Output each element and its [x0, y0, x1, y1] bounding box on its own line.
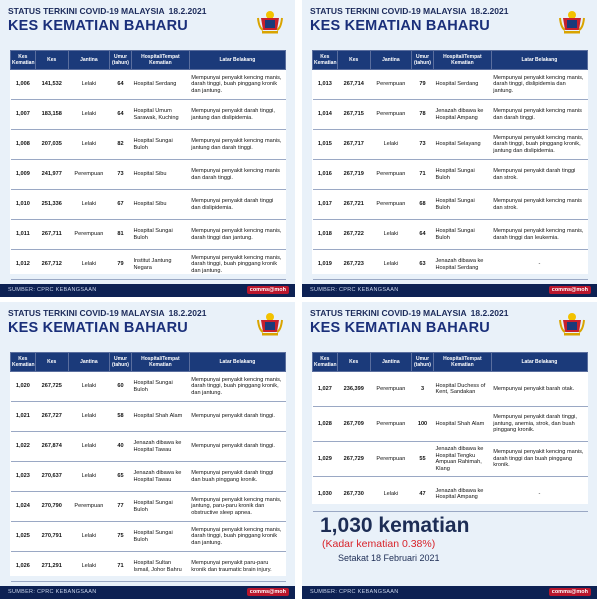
case-number-cell: 1,022 [11, 432, 36, 462]
table-row [11, 100, 286, 130]
coat-of-arms-icon [255, 308, 285, 338]
panel-title: KES KEMATIAN BAHARU [310, 18, 490, 34]
case-number-cell: 1,030 [313, 477, 338, 512]
hospital-cell: Hospital Selayang [434, 130, 492, 160]
column-header: Jantina [370, 353, 411, 372]
table-row [11, 190, 286, 220]
status-heading: STATUS TERKINI COVID-19 MALAYSIA 18.2.2021 [310, 6, 509, 16]
age-cell: 67 [110, 190, 132, 220]
background-cell: Mempunyai penyakit kencing manis, darah tinggi dan leukemia. [491, 220, 587, 250]
table-row [313, 250, 588, 280]
age-cell: 65 [110, 462, 132, 492]
panel-4 [302, 302, 597, 599]
deaths-table-sheet [10, 50, 286, 274]
hospital-cell: Hospital Serdang [132, 70, 190, 100]
age-cell: 79 [412, 70, 434, 100]
table-row [11, 372, 286, 402]
column-header: Kes [337, 51, 370, 70]
source-label: SUMBER: CPRC KEBANGSAAN [310, 589, 399, 595]
column-header: Kes Kematian [313, 51, 338, 70]
background-cell: Mempunyai penyakit kencing manis, darah tinggi, buah pinggang kronik, jantung dan dislipidemia. [491, 130, 587, 160]
age-cell: 68 [412, 190, 434, 220]
background-cell: Mempunyai penyakit darah tinggi. [189, 432, 285, 462]
background-cell: - [491, 250, 587, 280]
coat-of-arms-icon [557, 6, 587, 36]
status-heading: STATUS TERKINI COVID-19 MALAYSIA 18.2.2021 [8, 6, 207, 16]
case-id-cell: 267,723 [337, 250, 370, 280]
gender-cell: Perempuan [68, 492, 109, 522]
footer-bar [302, 284, 597, 297]
case-number-cell: 1,016 [313, 160, 338, 190]
table-row [11, 522, 286, 552]
status-heading: STATUS TERKINI COVID-19 MALAYSIA 18.2.2021 [8, 308, 207, 318]
deaths-table [312, 352, 588, 512]
source-label: SUMBER: CPRC KEBANGSAAN [8, 589, 97, 595]
background-cell: Mempunyai penyakit paru-paru kronik dan traumatic brain injury. [189, 552, 285, 582]
case-id-cell: 207,035 [35, 130, 68, 160]
hospital-cell: Hospital Serdang [434, 70, 492, 100]
case-id-cell: 271,291 [35, 552, 68, 582]
panel-title: KES KEMATIAN BAHARU [310, 320, 490, 336]
background-cell: Mempunyai penyakit kencing manis, darah tinggi, dislipidemia dan jantung. [491, 70, 587, 100]
gender-cell: Perempuan [370, 372, 411, 407]
gender-cell: Lelaki [68, 402, 109, 432]
deaths-table-sheet [312, 352, 588, 504]
column-header: Kes [337, 353, 370, 372]
table-row [313, 190, 588, 220]
hospital-cell: Hospital Sungai Buloh [434, 220, 492, 250]
table-row [11, 130, 286, 160]
status-heading: STATUS TERKINI COVID-19 MALAYSIA 18.2.2021 [310, 308, 509, 318]
age-cell: 82 [110, 130, 132, 160]
age-cell: 79 [110, 250, 132, 280]
case-id-cell: 267,715 [337, 100, 370, 130]
background-cell: Mempunyai penyakit darah tinggi dan dislipidemia. [189, 190, 285, 220]
gender-cell: Lelaki [68, 522, 109, 552]
gender-cell: Lelaki [68, 552, 109, 582]
case-number-cell: 1,008 [11, 130, 36, 160]
case-number-cell: 1,011 [11, 220, 36, 250]
column-header: Hospital/Tempat Kematian [434, 353, 492, 372]
column-header: Jantina [370, 51, 411, 70]
column-header: Kes Kematian [11, 353, 36, 372]
gender-cell: Lelaki [68, 100, 109, 130]
case-number-cell: 1,012 [11, 250, 36, 280]
case-id-cell: 267,721 [337, 190, 370, 220]
hospital-cell: Hospital Shah Alam [434, 407, 492, 442]
hospital-cell: Hospital Sungai Buloh [132, 130, 190, 160]
age-cell: 60 [110, 372, 132, 402]
background-cell: - [491, 477, 587, 512]
gender-cell: Lelaki [370, 130, 411, 160]
age-cell: 77 [110, 492, 132, 522]
background-cell: Mempunyai penyakit kencing manis, darah tinggi dan buah pinggang kronik. [491, 442, 587, 477]
column-header: Kes [35, 51, 68, 70]
gender-cell: Lelaki [68, 372, 109, 402]
case-id-cell: 267,730 [337, 477, 370, 512]
table-row [313, 160, 588, 190]
table-row [11, 432, 286, 462]
age-cell: 75 [110, 522, 132, 552]
case-number-cell: 1,014 [313, 100, 338, 130]
hospital-cell: Jenazah dibawa ke Hospital Tengku Ampuan Rahimah, Klang [434, 442, 492, 477]
case-id-cell: 267,725 [35, 372, 68, 402]
hospital-cell: Hospital Sungai Buloh [132, 522, 190, 552]
hospital-cell: Hospital Duchess of Kent, Sandakan [434, 372, 492, 407]
gender-cell: Lelaki [68, 250, 109, 280]
background-cell: Mempunyai penyakit darah tinggi, jantung dan dislipidemia. [189, 100, 285, 130]
hospital-cell: Jenazah dibawa ke Hospital Ampang [434, 477, 492, 512]
case-number-cell: 1,013 [313, 70, 338, 100]
background-cell: Mempunyai penyakit kencing manis dan strok. [491, 190, 587, 220]
column-header: Kes [35, 353, 68, 372]
gender-cell: Lelaki [68, 70, 109, 100]
hospital-cell: Hospital Sungai Buloh [132, 492, 190, 522]
background-cell: Mempunyai penyakit darah tinggi dan buah pinggang kronik. [189, 462, 285, 492]
case-number-cell: 1,021 [11, 402, 36, 432]
gender-cell: Perempuan [68, 220, 109, 250]
table-row [11, 220, 286, 250]
hospital-cell: Institut Jantung Negara [132, 250, 190, 280]
age-cell: 81 [110, 220, 132, 250]
hospital-cell: Jenazah dibawa ke Hospital Ampang [434, 100, 492, 130]
case-number-cell: 1,007 [11, 100, 36, 130]
background-cell: Mempunyai penyakit kencing manis, jantung dan darah tinggi. [189, 130, 285, 160]
case-id-cell: 251,336 [35, 190, 68, 220]
case-id-cell: 270,637 [35, 462, 68, 492]
gender-cell: Perempuan [370, 160, 411, 190]
column-header: Jantina [68, 51, 109, 70]
column-header: Umur (tahun) [412, 353, 434, 372]
table-row [313, 407, 588, 442]
footer-bar [302, 586, 597, 599]
deaths-table [10, 50, 286, 280]
table-row [313, 442, 588, 477]
hospital-cell: Hospital Umum Sarawak, Kuching [132, 100, 190, 130]
age-cell: 71 [110, 552, 132, 582]
background-cell: Mempunyai penyakit kencing manis, darah tinggi, buah pinggang kronik dan jantung. [189, 522, 285, 552]
background-cell: Mempunyai penyakit kencing manis, darah tinggi, buah pinggang kronik dan jantung. [189, 70, 285, 100]
age-cell: 100 [412, 407, 434, 442]
background-cell: Mempunyai penyakit darah tinggi dan strok. [491, 160, 587, 190]
hospital-cell: Hospital Sultan Ismail, Johor Bahru [132, 552, 190, 582]
age-cell: 73 [110, 160, 132, 190]
column-header: Umur (tahun) [110, 353, 132, 372]
case-number-cell: 1,026 [11, 552, 36, 582]
footer-bar [0, 284, 295, 297]
case-number-cell: 1,027 [313, 372, 338, 407]
case-number-cell: 1,025 [11, 522, 36, 552]
case-id-cell: 267,711 [35, 220, 68, 250]
case-id-cell: 270,790 [35, 492, 68, 522]
case-id-cell: 267,709 [337, 407, 370, 442]
age-cell: 73 [412, 130, 434, 160]
case-id-cell: 270,791 [35, 522, 68, 552]
table-row [11, 552, 286, 582]
table-row [313, 477, 588, 512]
gender-cell: Perempuan [370, 442, 411, 477]
case-number-cell: 1,009 [11, 160, 36, 190]
age-cell: 40 [110, 432, 132, 462]
case-number-cell: 1,018 [313, 220, 338, 250]
case-number-cell: 1,017 [313, 190, 338, 220]
case-number-cell: 1,024 [11, 492, 36, 522]
table-row [11, 250, 286, 280]
column-header: Latar Belakang [491, 353, 587, 372]
age-cell: 55 [412, 442, 434, 477]
hospital-cell: Hospital Sungai Buloh [132, 220, 190, 250]
table-row [11, 492, 286, 522]
table-row [11, 402, 286, 432]
footer-bar [0, 586, 295, 599]
gender-cell: Lelaki [68, 432, 109, 462]
hospital-cell: Hospital Sibu [132, 190, 190, 220]
table-row [313, 100, 588, 130]
deaths-table [312, 50, 588, 280]
panel-2 [302, 0, 597, 297]
table-row [313, 70, 588, 100]
hospital-cell: Jenazah dibawa ke Hospital Tawau [132, 462, 190, 492]
case-number-cell: 1,019 [313, 250, 338, 280]
case-id-cell: 267,729 [337, 442, 370, 477]
case-id-cell: 141,532 [35, 70, 68, 100]
hospital-cell: Hospital Sungai Buloh [132, 372, 190, 402]
background-cell: Mempunyai penyakit kencing manis dan darah tinggi. [189, 160, 285, 190]
hospital-cell: Hospital Sibu [132, 160, 190, 190]
as-of-date: Setakat 18 Februari 2021 [338, 553, 440, 563]
case-id-cell: 267,874 [35, 432, 68, 462]
age-cell: 3 [412, 372, 434, 407]
case-id-cell: 183,158 [35, 100, 68, 130]
gender-cell: Perempuan [370, 100, 411, 130]
comms-badge: comms@moh [549, 588, 591, 596]
gender-cell: Lelaki [370, 477, 411, 512]
comms-badge: comms@moh [247, 588, 289, 596]
background-cell: Mempunyai penyakit darah tinggi, jantung, anemia, strok, dan buah pinggang kronik. [491, 407, 587, 442]
age-cell: 58 [110, 402, 132, 432]
age-cell: 64 [412, 220, 434, 250]
gender-cell: Lelaki [370, 220, 411, 250]
column-header: Latar Belakang [491, 51, 587, 70]
age-cell: 47 [412, 477, 434, 512]
table-row [11, 160, 286, 190]
coat-of-arms-icon [557, 308, 587, 338]
panel-3 [0, 302, 295, 599]
column-header: Latar Belakang [189, 353, 285, 372]
case-number-cell: 1,028 [313, 407, 338, 442]
column-header: Jantina [68, 353, 109, 372]
column-header: Umur (tahun) [110, 51, 132, 70]
background-cell: Mempunyai penyakit kencing manis, jantung, paru-paru kronik dan obstructive sleep apnea. [189, 492, 285, 522]
death-count: 1,030 kematian [320, 514, 470, 537]
table-row [313, 130, 588, 160]
age-cell: 71 [412, 160, 434, 190]
column-header: Hospital/Tempat Kematian [434, 51, 492, 70]
column-header: Latar Belakang [189, 51, 285, 70]
age-cell: 64 [110, 70, 132, 100]
gender-cell: Lelaki [68, 462, 109, 492]
case-id-cell: 267,717 [337, 130, 370, 160]
panel-title: KES KEMATIAN BAHARU [8, 18, 188, 34]
table-row [313, 220, 588, 250]
case-id-cell: 267,719 [337, 160, 370, 190]
case-id-cell: 267,722 [337, 220, 370, 250]
table-row [313, 372, 588, 407]
column-header: Hospital/Tempat Kematian [132, 51, 190, 70]
column-header: Kes Kematian [11, 51, 36, 70]
comms-badge: comms@moh [549, 286, 591, 294]
gender-cell: Perempuan [370, 70, 411, 100]
case-number-cell: 1,023 [11, 462, 36, 492]
table-row [11, 70, 286, 100]
case-id-cell: 267,727 [35, 402, 68, 432]
age-cell: 78 [412, 100, 434, 130]
case-number-cell: 1,010 [11, 190, 36, 220]
deaths-table-sheet [10, 352, 286, 576]
gender-cell: Perempuan [370, 190, 411, 220]
panel-title: KES KEMATIAN BAHARU [8, 320, 188, 336]
gender-cell: Lelaki [68, 190, 109, 220]
age-cell: 63 [412, 250, 434, 280]
coat-of-arms-icon [255, 6, 285, 36]
death-rate: (Kadar kematian 0.38%) [322, 538, 436, 550]
case-id-cell: 267,714 [337, 70, 370, 100]
column-header: Kes Kematian [313, 353, 338, 372]
comms-badge: comms@moh [247, 286, 289, 294]
deaths-table [10, 352, 286, 582]
source-label: SUMBER: CPRC KEBANGSAAN [8, 287, 97, 293]
background-cell: Mempunyai penyakit kencing manis, darah tinggi, buah pinggang kronik, dan jantung. [189, 372, 285, 402]
background-cell: Mempunyai penyakit kencing manis, darah tinggi dan jantung. [189, 220, 285, 250]
case-number-cell: 1,020 [11, 372, 36, 402]
hospital-cell: Jenazah dibawa ke Hospital Tawau [132, 432, 190, 462]
case-number-cell: 1,029 [313, 442, 338, 477]
hospital-cell: Jenazah dibawa ke Hospital Serdang [434, 250, 492, 280]
case-number-cell: 1,015 [313, 130, 338, 160]
background-cell: Mempunyai penyakit darah tinggi. [189, 402, 285, 432]
column-header: Hospital/Tempat Kematian [132, 353, 190, 372]
hospital-cell: Hospital Sungai Buloh [434, 190, 492, 220]
case-id-cell: 236,399 [337, 372, 370, 407]
column-header: Umur (tahun) [412, 51, 434, 70]
background-cell: Mempunyai penyakit kencing manis, darah tinggi, buah pinggang kronik dan jantung. [189, 250, 285, 280]
age-cell: 64 [110, 100, 132, 130]
table-row [11, 462, 286, 492]
gender-cell: Perempuan [370, 407, 411, 442]
deaths-table-sheet [312, 50, 588, 274]
gender-cell: Lelaki [68, 130, 109, 160]
background-cell: Mempunyai penyakit barah otak. [491, 372, 587, 407]
panel-1 [0, 0, 295, 297]
case-number-cell: 1,006 [11, 70, 36, 100]
gender-cell: Lelaki [370, 250, 411, 280]
source-label: SUMBER: CPRC KEBANGSAAN [310, 287, 399, 293]
case-id-cell: 241,977 [35, 160, 68, 190]
case-id-cell: 267,712 [35, 250, 68, 280]
hospital-cell: Hospital Shah Alam [132, 402, 190, 432]
background-cell: Mempunyai penyakit kencing manis dan darah tinggi. [491, 100, 587, 130]
hospital-cell: Hospital Sungai Buloh [434, 160, 492, 190]
gender-cell: Perempuan [68, 160, 109, 190]
